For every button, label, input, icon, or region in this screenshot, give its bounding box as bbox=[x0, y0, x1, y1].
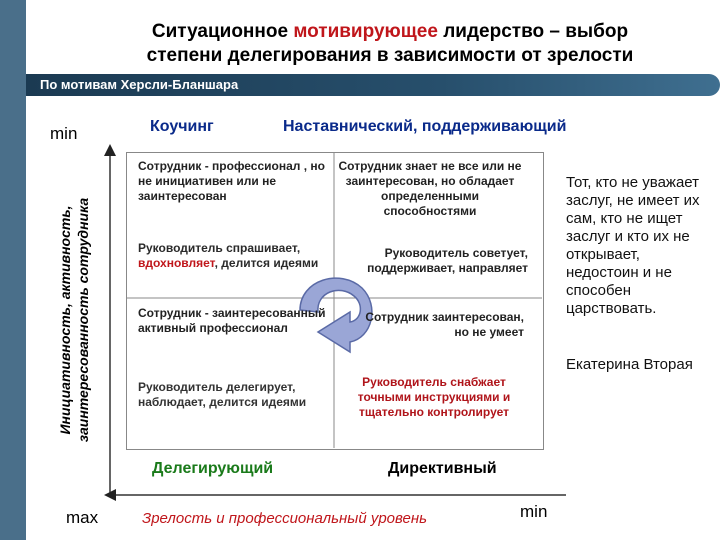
quote-text: Тот, кто не уважает заслуг, не имеет их сам, кто не ищет заслуг и кто их не открывает, недостоин и не способен царствовать. bbox=[566, 174, 700, 317]
q2-leader-text: Руководитель советует, поддерживает, направляет bbox=[367, 246, 528, 275]
q3-employee-text: Сотрудник - заинтересованный активный профессионал bbox=[138, 306, 326, 335]
style-delegating: Делегирующий bbox=[152, 460, 274, 477]
y-axis-label bbox=[30, 150, 118, 490]
axis-min-right: min bbox=[520, 502, 548, 521]
style-coaching: Коучинг bbox=[150, 118, 214, 135]
x-axis-label: Зрелость и профессиональный уровень bbox=[142, 510, 427, 527]
title-line2: степени делегирования в зависимости от зрелости bbox=[146, 45, 634, 66]
y-label-line1: Инициативность, активность, bbox=[57, 205, 73, 435]
q1-leader-a: Руководитель спрашивает, bbox=[138, 241, 301, 255]
q1-leader-text bbox=[138, 241, 338, 271]
q4-employee-text: Сотрудник заинтересован, но не умеет bbox=[365, 310, 524, 339]
q1-leader-inspires: вдохновляет bbox=[138, 256, 215, 270]
q1-leader-c: , делится идеями bbox=[214, 256, 319, 270]
axis-max: max bbox=[66, 508, 99, 527]
style-mentoring: Наставнический, поддерживающий bbox=[283, 118, 567, 135]
title-accent: мотивирующее bbox=[293, 21, 438, 42]
style-directive: Директивный bbox=[388, 460, 497, 477]
q4-leader-text: Руководитель снабжает точными инструкциями и тщательно контролирует bbox=[357, 375, 511, 419]
q2-employee-text: Сотрудник знает не все или не заинтересован, но обладает определенными способностями bbox=[338, 159, 522, 218]
q1-employee-text: Сотрудник - профессионал , но не инициативен или не заинтересован bbox=[138, 159, 325, 203]
axis-min-top: min bbox=[50, 124, 78, 143]
title-part3: лидерство – выбор bbox=[437, 21, 629, 42]
subtitle-text: По мотивам Херсли-Бланшара bbox=[40, 77, 239, 92]
q3-leader-text: Руководитель делегирует, наблюдает, делится идеями bbox=[138, 380, 307, 409]
title-part1: Ситуационное bbox=[151, 21, 294, 42]
quote-author: Екатерина Вторая bbox=[566, 356, 693, 373]
y-label-line2: заинтересованность сотрудника bbox=[75, 197, 91, 443]
